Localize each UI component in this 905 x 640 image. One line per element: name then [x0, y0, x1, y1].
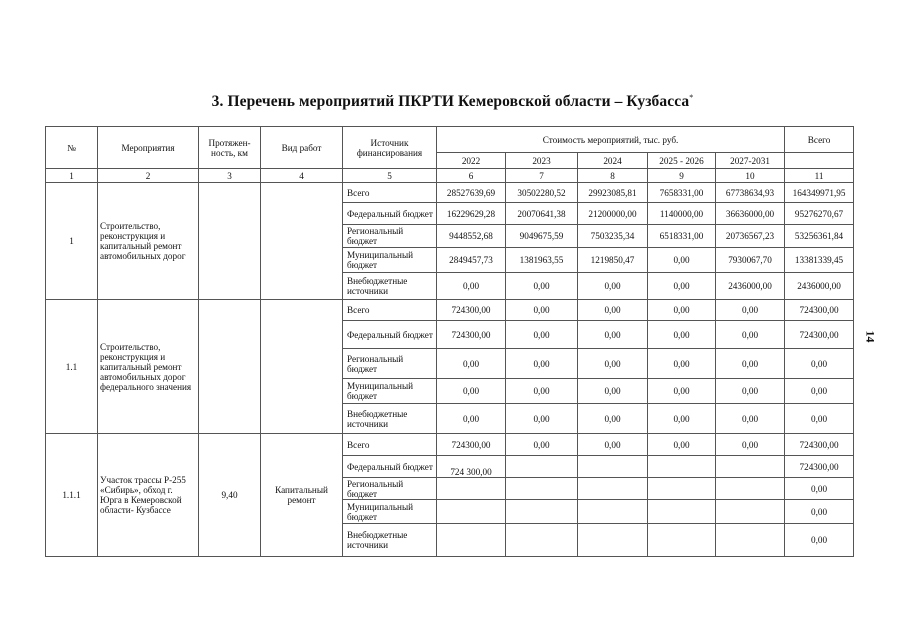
cell-value [716, 456, 785, 478]
column-number: 4 [261, 169, 343, 183]
cell-total: 724300,00 [785, 321, 854, 349]
funding-source: Всего [343, 300, 437, 321]
column-number: 1 [46, 169, 98, 183]
funding-source: Федеральный бюджет [343, 321, 437, 349]
column-number: 10 [716, 169, 785, 183]
cell-value: 29923085,81 [578, 183, 648, 203]
measures-table [45, 126, 854, 557]
cell-value: 0,00 [437, 273, 506, 300]
header-year: 2022 [437, 153, 506, 169]
funding-source: Федеральный бюджет [343, 456, 437, 478]
cell-value: 1140000,00 [648, 203, 716, 225]
cell-value: 0,00 [506, 379, 578, 404]
section-length [199, 183, 261, 300]
cell-total: 0,00 [785, 379, 854, 404]
cell-value: 0,00 [578, 379, 648, 404]
cell-value: 36636000,00 [716, 203, 785, 225]
cell-value [437, 478, 506, 500]
cell-value: 0,00 [716, 300, 785, 321]
header-cost: Стоимость мероприятий, тыс. руб. [437, 127, 785, 153]
cell-total: 0,00 [785, 524, 854, 557]
cell-value: 1219850,47 [578, 248, 648, 273]
cell-value [506, 500, 578, 524]
column-number: 6 [437, 169, 506, 183]
cell-value [648, 500, 716, 524]
cell-value: 30502280,52 [506, 183, 578, 203]
column-number: 7 [506, 169, 578, 183]
funding-source: Региональный бюджет [343, 225, 437, 248]
cell-value: 6518331,00 [648, 225, 716, 248]
page-title-text: 3. Перечень мероприятий ПКРТИ Кемеровской области – Кузбасса [211, 93, 690, 111]
section-work-type [261, 300, 343, 434]
cell-value: 0,00 [506, 434, 578, 456]
header-year: 2024 [578, 153, 648, 169]
column-number: 8 [578, 169, 648, 183]
section-name: Участок трассы Р-255 «Сибирь», обход г. Юрга в Кемеровской области- Кузбассе [98, 434, 199, 557]
cell-value [578, 478, 648, 500]
section-1-1 [46, 300, 854, 434]
header-work-type: Вид работ [261, 127, 343, 169]
section-1-1-1 [46, 434, 854, 557]
section-length: 9,40 [199, 434, 261, 557]
header-source: Источник финансирования [343, 127, 437, 169]
funding-source: Региональный бюджет [343, 478, 437, 500]
header-length: Протяжен-ность, км [199, 127, 261, 169]
cell-value: 724300,00 [437, 300, 506, 321]
funding-source: Муниципальный бюджет [343, 248, 437, 273]
funding-source: Федеральный бюджет [343, 203, 437, 225]
cell-total: 0,00 [785, 500, 854, 524]
section-number: 1.1 [46, 300, 98, 434]
cell-total: 164349971,95 [785, 183, 854, 203]
cell-value: 9448552,68 [437, 225, 506, 248]
cell-value: 7658331,00 [648, 183, 716, 203]
cell-value [506, 456, 578, 478]
cell-value: 7503235,34 [578, 225, 648, 248]
funding-source: Внебюджетные источники [343, 273, 437, 300]
cell-value: 0,00 [648, 300, 716, 321]
funding-source: Внебюджетные источники [343, 404, 437, 434]
cell-value: 7930067,70 [716, 248, 785, 273]
header-year: 2025 - 2026 [648, 153, 716, 169]
cell-value: 2849457,73 [437, 248, 506, 273]
cell-value: 0,00 [578, 321, 648, 349]
cell-value: 20070641,38 [506, 203, 578, 225]
cell-total: 13381339,45 [785, 248, 854, 273]
section-work-type [261, 183, 343, 300]
cell-value: 0,00 [648, 273, 716, 300]
column-number: 11 [785, 169, 854, 183]
cell-value: 0,00 [506, 300, 578, 321]
funding-source: Региональный бюджет [343, 349, 437, 379]
cell-value [716, 500, 785, 524]
cell-value: 0,00 [716, 434, 785, 456]
cell-value: 0,00 [437, 349, 506, 379]
cell-value: 724300,00 [437, 434, 506, 456]
header-no: № [46, 127, 98, 169]
cell-total: 95276270,67 [785, 203, 854, 225]
cell-value: 20736567,23 [716, 225, 785, 248]
cell-total: 2436000,00 [785, 273, 854, 300]
cell-value: 0,00 [648, 349, 716, 379]
cell-value: 21200000,00 [578, 203, 648, 225]
section-name: Строительство, реконструкция и капитальный ремонт автомобильных дорог [98, 183, 199, 300]
cell-value [437, 524, 506, 557]
cell-value: 724300,00 [437, 321, 506, 349]
header-year: 2027-2031 [716, 153, 785, 169]
funding-source: Всего [343, 183, 437, 203]
cell-value [716, 524, 785, 557]
cell-value: 0,00 [578, 349, 648, 379]
cell-value [506, 524, 578, 557]
column-number: 3 [199, 169, 261, 183]
cell-total: 0,00 [785, 349, 854, 379]
cell-value: 0,00 [437, 404, 506, 434]
section-1 [46, 183, 854, 300]
cell-total: 724300,00 [785, 300, 854, 321]
section-length [199, 300, 261, 434]
cell-total: 724300,00 [785, 434, 854, 456]
cell-value: 28527639,69 [437, 183, 506, 203]
funding-source: Муниципальный бюджет [343, 500, 437, 524]
section-name: Строительство, реконструкция и капитальный ремонт автомобильных дорог федерального значения [98, 300, 199, 434]
cell-value: 1381963,55 [506, 248, 578, 273]
cell-value [716, 478, 785, 500]
cell-value: 0,00 [716, 349, 785, 379]
cell-value: 2436000,00 [716, 273, 785, 300]
cell-value: 0,00 [506, 404, 578, 434]
cell-value: 0,00 [578, 273, 648, 300]
column-number: 5 [343, 169, 437, 183]
cell-value: 0,00 [648, 248, 716, 273]
cell-value: 0,00 [578, 434, 648, 456]
cell-value [437, 500, 506, 524]
page-number: 14 [863, 330, 878, 343]
cell-total: 724300,00 [785, 456, 854, 478]
header-total-empty [785, 153, 854, 169]
cell-value [578, 456, 648, 478]
column-number: 2 [98, 169, 199, 183]
cell-value: 724 300,00 [437, 456, 506, 478]
cell-value: 0,00 [578, 300, 648, 321]
cell-value [648, 524, 716, 557]
section-number: 1.1.1 [46, 434, 98, 557]
cell-value [578, 500, 648, 524]
cell-value: 16229629,28 [437, 203, 506, 225]
cell-value: 0,00 [578, 404, 648, 434]
cell-value: 0,00 [648, 434, 716, 456]
section-work-type: Капитальный ремонт [261, 434, 343, 557]
cell-value [578, 524, 648, 557]
cell-value: 0,00 [716, 404, 785, 434]
funding-source: Муниципальный бюджет [343, 379, 437, 404]
cell-value: 0,00 [648, 379, 716, 404]
cell-value: 0,00 [716, 379, 785, 404]
funding-source: Всего [343, 434, 437, 456]
cell-value: 9049675,59 [506, 225, 578, 248]
header-year: 2023 [506, 153, 578, 169]
cell-value [648, 456, 716, 478]
title-footnote-mark: * [689, 93, 694, 102]
page-title [0, 93, 905, 111]
cell-value: 0,00 [716, 321, 785, 349]
cell-value [506, 478, 578, 500]
section-number: 1 [46, 183, 98, 300]
cell-value: 0,00 [506, 273, 578, 300]
cell-value: 0,00 [506, 321, 578, 349]
cell-value: 0,00 [648, 404, 716, 434]
funding-source: Внебюджетные источники [343, 524, 437, 557]
cell-value: 0,00 [437, 379, 506, 404]
cell-value: 67738634,93 [716, 183, 785, 203]
cell-total: 53256361,84 [785, 225, 854, 248]
cell-value: 0,00 [506, 349, 578, 379]
header-measure: Мероприятия [98, 127, 199, 169]
cell-total: 0,00 [785, 478, 854, 500]
cell-value [648, 478, 716, 500]
cell-value: 0,00 [648, 321, 716, 349]
cell-total: 0,00 [785, 404, 854, 434]
column-number: 9 [648, 169, 716, 183]
header-total: Всего [785, 127, 854, 153]
